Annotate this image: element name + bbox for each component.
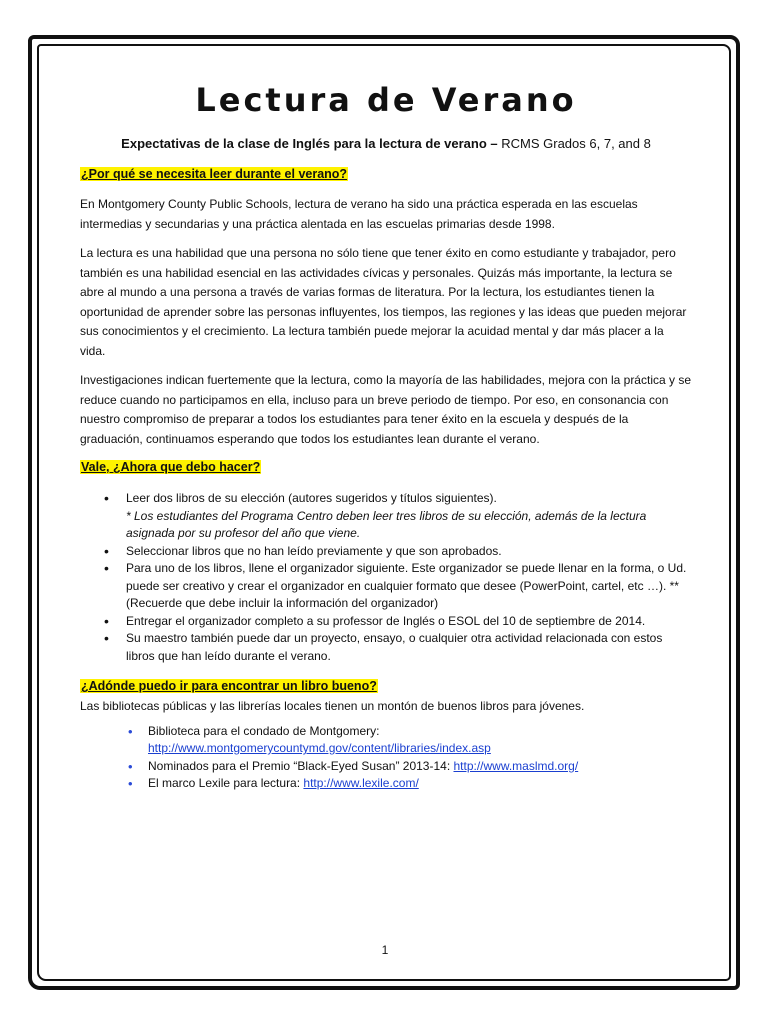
bullet-icon: •: [128, 723, 133, 739]
task-item-1: Leer dos libros de su elección (autores sugeridos y títulos siguientes).: [126, 491, 497, 505]
task-item-2: Seleccionar libros que no han leído previamente y que son aprobados.: [126, 543, 502, 558]
list-item: [104, 490, 692, 543]
subtitle: [80, 136, 692, 151]
paragraph-3: Investigaciones indican fuertemente que la lectura, como la mayoría de las habilidades, mejora con la práctica y se reduce cuando no participamos en ella, incluso para un breve periodo de tiempo. Por eso, en consonancia con nuestro compromiso de preparar a todos los estudiantes para tener éxito en la escuela y después de la graduación, continuamos esperando que todos los estudiantes lean durante el verano.: [80, 373, 691, 446]
resource-3-label: El marco Lexile para lectura:: [148, 776, 304, 790]
section-what-heading: Vale, ¿Ahora que debo hacer?: [81, 460, 261, 474]
task-list: [80, 490, 692, 665]
section-where-heading: ¿Adónde puedo ir para encontrar un libro bueno?: [81, 679, 377, 693]
list-item: [128, 775, 692, 793]
section-what-heading-wrap: [80, 458, 692, 476]
section-where-intro: Las bibliotecas públicas y las librerías locales tienen un montón de buenos libros para jóvenes.: [80, 699, 585, 713]
task-item-1-note: * Los estudiantes del Programa Centro deben leer tres libros de su elección, además de la lectura asignada por su profesor del año que viene.: [126, 508, 647, 540]
task-item-4: Entregar el organizador completo a su professor de Inglés o ESOL del 10 de septiembre de 2014.: [126, 613, 646, 628]
resource-2-label: Nominados para el Premio “Black-Eyed Susan” 2013-14:: [148, 758, 454, 773]
bullet-icon: •: [104, 490, 109, 506]
list-item: [104, 613, 692, 631]
task-item-3: Para uno de los libros, llene el organizador siguiente. Este organizador se puede llenar en la forma, o Ud. puede ser creativo y crear el organizador en cualquier formato que desee (PowerPoint, cartel, etc …). ** (Recuerde que debe incluir la información del organizador): [126, 561, 687, 610]
list-item: [104, 543, 692, 561]
bullet-icon: •: [128, 758, 133, 774]
paragraph-2: La lectura es una habilidad que una persona no sólo tiene que tener éxito en como estudiante y trabajador, pero también es una habilidad esencial en las actividades cívicas y personales. Quizás más importante, la lectura se abre al mundo a una persona a través de varias formas de literatura. Por la lectura, los estudiantes tienen la oportunidad de aprender sobre las personas influyentes, los tiempos, las regiones y las ideas que pueden mejorar sus conocimientos y el crecimiento. La lectura también puede mejorar la acuidad mental y dar más placer a la vida.: [80, 246, 687, 358]
list-item: [128, 723, 692, 758]
section-where-heading-wrap: [80, 677, 692, 695]
page-title: Lectura de Verano: [195, 81, 577, 119]
bullet-icon: •: [104, 560, 109, 576]
masl-link[interactable]: http://www.maslmd.org/: [453, 758, 579, 773]
task-item-5: Su maestro también puede dar un proyecto, ensayo, o cualquier otra actividad relacionada con estos libros que han leído durante el verano.: [126, 631, 663, 663]
section-why-heading: ¿Por qué se necesita leer durante el verano?: [81, 167, 348, 181]
resource-list: [80, 723, 692, 793]
resource-1-label: Biblioteca para el condado de Montgomery:: [148, 723, 380, 738]
paragraph-1: En Montgomery County Public Schools, lectura de verano ha sido una práctica esperada en las escuelas intermedias y secundarias y una práctica alentada en las escuelas primarias desde 1998.: [80, 197, 638, 231]
lexile-link[interactable]: http://www.lexile.com/: [303, 776, 419, 790]
document-body: [80, 78, 692, 793]
bullet-icon: •: [104, 542, 109, 559]
subtitle-bold: Expectativas de la clase de Inglés para la lectura de verano –: [121, 136, 498, 151]
subtitle-rest: RCMS Grados 6, 7, and 8: [497, 136, 651, 151]
page-number: 1: [381, 943, 389, 957]
bullet-icon: •: [104, 630, 109, 646]
list-item: [104, 630, 692, 665]
bullet-icon: •: [104, 612, 109, 629]
section-why-heading-wrap: [80, 165, 692, 183]
bullet-icon: •: [128, 776, 133, 791]
list-item: [104, 560, 692, 613]
list-item: [128, 758, 692, 776]
library-link[interactable]: http://www.montgomerycountymd.gov/content/libraries/index.asp: [148, 741, 491, 755]
